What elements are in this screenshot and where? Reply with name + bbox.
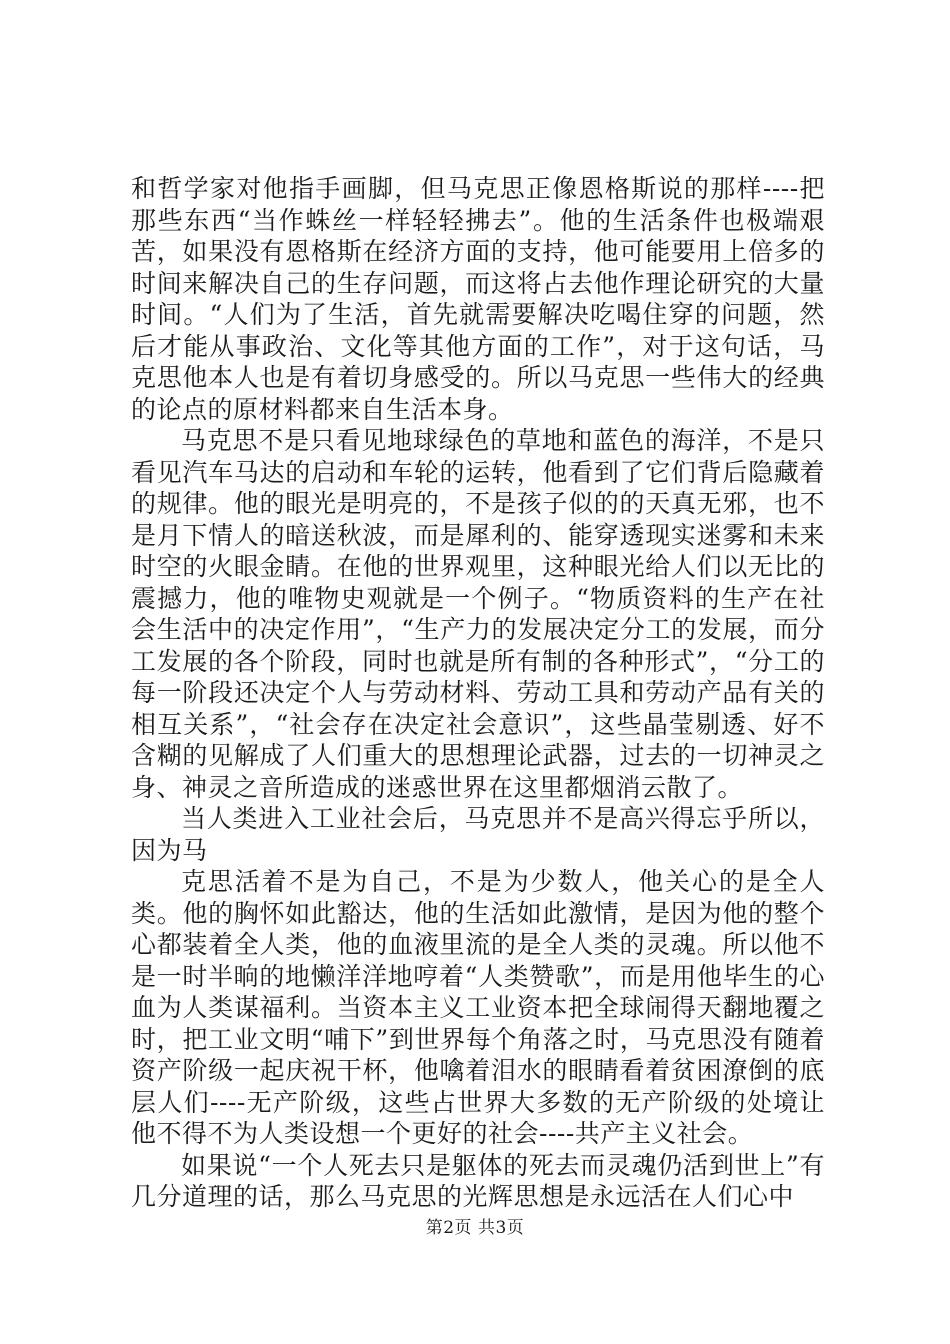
paragraph-5: 如果说“一个人死去只是躯体的死去而灵魂仍活到世上”有几分道理的话，那么马克思的光辉思想是永远活在人们心中: [131, 1150, 825, 1211]
paragraph-4: 克思活着不是为自己，不是为少数人，他关心的是全人类。他的胸怀如此豁达，他的生活如此激情，是因为他的整个心都装着全人类，他的血液里流的是全人类的灵魂。所以他不是一时半晌的地懒洋洋地哼着“人类赞歌”，而是用他毕生的心血为人类谋福利。当资本主义工业资本把全球闹得天翻地覆之时，把工业文明“哺下”到世界每个角落之时，马克思没有随着资产阶级一起庆祝干杯，他噙着泪水的眼睛看着贫困潦倒的底层人们----无产阶级，这些占世界大多数的无产阶级的处境让他不得不为人类设想一个更好的社会----共产主义社会。: [131, 867, 825, 1148]
paragraph-3: 当人类进入工业社会后，马克思并不是高兴得忘乎所以，因为马: [131, 804, 825, 865]
page-number-footer: 第2页 共3页: [425, 1218, 525, 1238]
paragraph-2: 马克思不是只看见地球绿色的草地和蓝色的海洋，不是只看见汽车马达的启动和车轮的运转，他看到了它们背后隐藏着的规律。他的眼光是明亮的，不是孩子似的的天真无邪，也不是月下情人的暗送秋波，而是犀利的、能穿透现实迷雾和未来时空的火眼金睛。在他的世界观里，这种眼光给人们以无比的震撼力，他的唯物史观就是一个例子。“物质资料的生产在社会生活中的决定作用”，“生产力的发展决定分工的发展，而分工发展的各个阶段，同时也就是所有制的各种形式”，“分工的每一阶段还决定个人与劳动材料、劳动工具和劳动产品有关的相互关系”，“社会存在决定社会意识”，这些晶莹剔透、好不含糊的见解成了人们重大的思想理论武器，过去的一切神灵之身、神灵之音所造成的迷惑世界在这里都烟消云散了。: [131, 426, 825, 802]
document-body: [131, 173, 825, 1213]
paragraph-1: 和哲学家对他指手画脚，但马克思正像恩格斯说的那样----把那些东西“当作蛛丝一样轻轻拂去”。他的生活条件也极端艰苦，如果没有恩格斯在经济方面的支持，他可能要用上倍多的时间来解决自己的生存问题，而这将占去他作理论研究的大量时间。“人们为了生活，首先就需要解决吃喝住穿的问题，然后才能从事政治、文化等其他方面的工作”，对于这句话，马克思他本人也是有着切身感受的。所以马克思一些伟大的经典的论点的原材料都来自生活本身。: [131, 174, 825, 424]
